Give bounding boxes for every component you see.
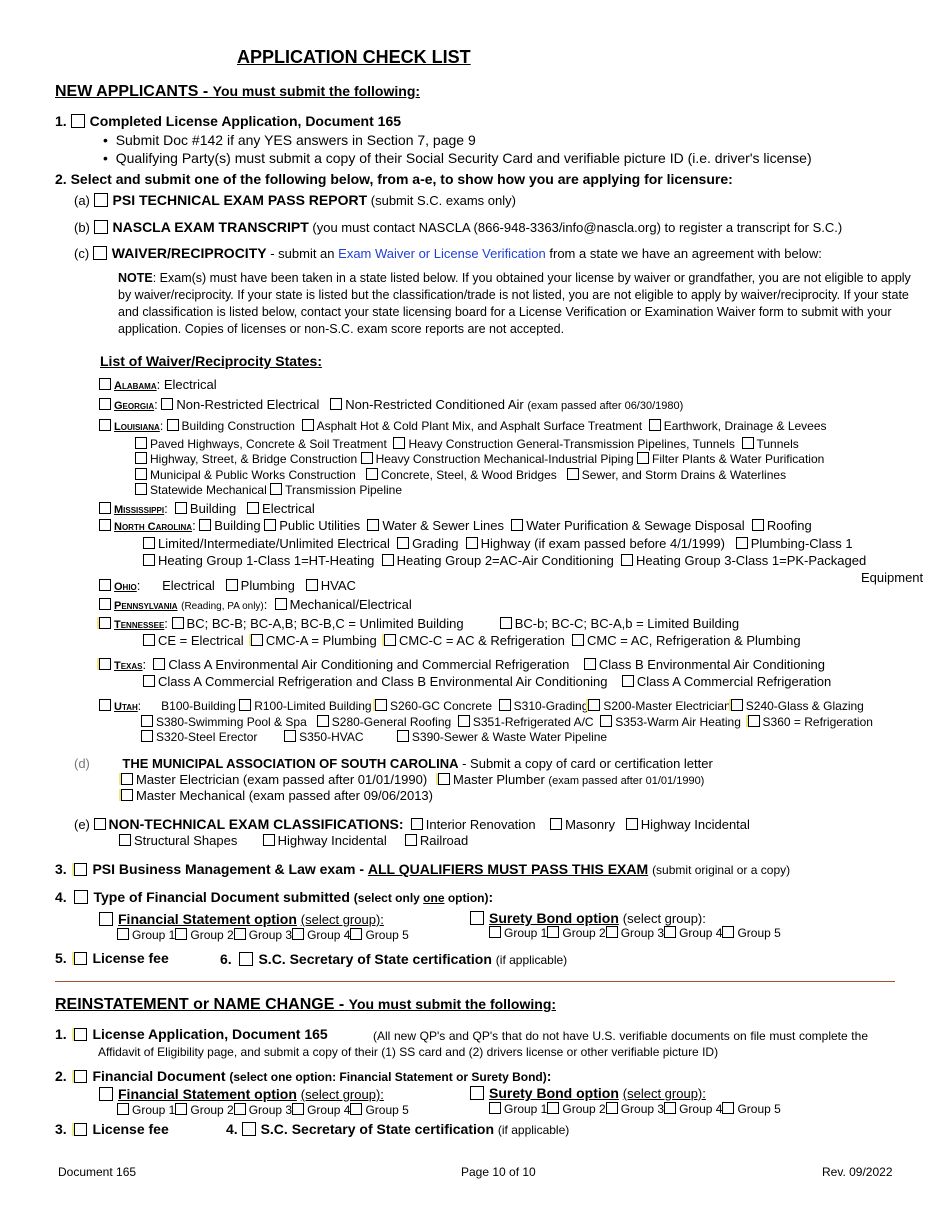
checkbox[interactable] <box>74 890 88 904</box>
checkbox[interactable] <box>752 519 764 531</box>
checkbox[interactable] <box>606 1102 618 1114</box>
item-4: 4. Type of Financial Document submitted (select only one option): <box>55 889 494 905</box>
checkbox[interactable] <box>499 699 511 711</box>
item-1: 1. Completed License Application, Document 165 <box>55 113 402 129</box>
checkbox[interactable] <box>411 818 423 830</box>
checkbox[interactable] <box>375 699 387 711</box>
checkbox[interactable] <box>664 926 676 938</box>
checkbox[interactable] <box>736 537 748 549</box>
checkbox[interactable] <box>567 468 579 480</box>
checkbox[interactable] <box>99 502 111 514</box>
footer-document: Document 165 <box>58 1165 137 1179</box>
rein-financial-statement-option: Financial Statement option (select group): <box>99 1086 384 1103</box>
checkbox[interactable] <box>99 378 111 390</box>
state-north-carolina: North Carolina: Building Public Utilities Water & Sewer Lines Water Purification & Sewage Disposal Roofing <box>99 519 812 534</box>
item-1-bullet-1: • Submit Doc #142 if any YES answers in Section 7, page 9 <box>103 132 476 148</box>
checkbox[interactable] <box>270 483 282 495</box>
checkbox[interactable] <box>143 675 155 687</box>
rein-financial-groups: Group 1 Group 2 Group 3 Group 4 Group 5 <box>117 1103 409 1118</box>
surety-groups: Group 1 Group 2 Group 3 Group 4 Group 5 <box>489 926 781 941</box>
checkbox[interactable] <box>748 715 760 727</box>
checkbox[interactable] <box>742 437 754 449</box>
checkbox[interactable] <box>121 773 133 785</box>
checkbox[interactable] <box>99 658 111 670</box>
checkbox[interactable] <box>317 715 329 727</box>
waiver-link[interactable]: Exam Waiver or License Verification <box>338 246 546 261</box>
checkbox[interactable] <box>99 419 111 431</box>
rein-surety-bond-option: Surety Bond option (select group): <box>470 1085 706 1102</box>
checkbox[interactable] <box>99 398 111 410</box>
checkbox[interactable] <box>263 834 275 846</box>
checkbox[interactable] <box>292 1103 304 1115</box>
rein-item-1-note: (All new QP's and QP's that do not have U.S. verifiable documents on file must complete the Affidavit of Eligibility page, and submit a copy of their (1) SS card and (2) drivers license or other verifiable picture ID) <box>98 1029 868 1059</box>
checkbox[interactable] <box>600 715 612 727</box>
checkbox[interactable] <box>94 818 106 830</box>
checkbox[interactable] <box>117 928 129 940</box>
checkbox[interactable] <box>330 398 342 410</box>
option-c-checkbox[interactable] <box>93 246 107 260</box>
checkbox[interactable] <box>99 598 111 610</box>
checkbox[interactable] <box>302 419 314 431</box>
checkbox[interactable] <box>470 911 484 925</box>
option-a: (a) PSI TECHNICAL EXAM PASS REPORT (submit S.C. exams only) <box>74 192 516 208</box>
checkbox[interactable] <box>199 519 211 531</box>
footer-revision: Rev. 09/2022 <box>822 1165 893 1179</box>
checkbox[interactable] <box>588 699 600 711</box>
footer-page: Page 10 of 10 <box>461 1165 536 1179</box>
checkbox[interactable] <box>731 699 743 711</box>
checkbox[interactable] <box>99 1087 113 1101</box>
checkbox[interactable] <box>153 658 165 670</box>
checkbox[interactable] <box>99 519 111 531</box>
checkbox[interactable] <box>135 437 147 449</box>
checkbox[interactable] <box>264 519 276 531</box>
checkbox[interactable] <box>143 554 155 566</box>
rein-item-1: 1. License Application, Document 165 <box>55 1026 328 1042</box>
checkbox[interactable] <box>584 658 596 670</box>
checkbox[interactable] <box>143 537 155 549</box>
checkbox[interactable] <box>489 926 501 938</box>
checkbox[interactable] <box>172 617 184 629</box>
checkbox[interactable] <box>234 1103 246 1115</box>
checkbox[interactable] <box>117 1103 129 1115</box>
checkbox[interactable] <box>141 730 153 742</box>
checkbox[interactable] <box>119 834 131 846</box>
checkbox[interactable] <box>175 502 187 514</box>
checkbox[interactable] <box>722 926 734 938</box>
rein-surety-groups: Group 1 Group 2 Group 3 Group 4 Group 5 <box>489 1102 781 1117</box>
checkbox[interactable] <box>384 634 396 646</box>
checkbox[interactable] <box>606 926 618 938</box>
checkbox[interactable] <box>175 928 187 940</box>
checkbox[interactable] <box>405 834 417 846</box>
option-c: (c) WAIVER/RECIPROCITY - submit an Exam Waiver or License Verification from a state we have an agreement with below: <box>74 245 822 261</box>
state-louisiana: Louisiana: Building Construction Asphalt Hot & Cold Plant Mix, and Asphalt Surface Treatment Earthwork, Drainage & Levees <box>99 419 827 434</box>
rein-item-3: 3. License fee <box>55 1121 169 1137</box>
checkbox[interactable] <box>284 730 296 742</box>
checkbox[interactable] <box>239 952 253 966</box>
checkbox[interactable] <box>161 398 173 410</box>
checkbox[interactable] <box>135 468 147 480</box>
checkbox[interactable] <box>458 715 470 727</box>
option-d: (d) THE MUNICIPAL ASSOCIATION OF SOUTH CAROLINA - Submit a copy of card or certification letter <box>74 756 713 771</box>
financial-statement-option: Financial Statement option (select group): <box>99 911 384 928</box>
checkbox[interactable] <box>622 675 634 687</box>
state-mississippi: Mississippi: Building Electrical <box>99 502 315 517</box>
checkbox[interactable] <box>382 554 394 566</box>
states-heading: List of Waiver/Reciprocity States: <box>100 353 322 369</box>
state-utah: Utah: B100-Building R100-Limited Building S260-GC Concrete S310-Grading S200-Master Electrician S240-Glass & Glazing <box>99 699 864 714</box>
checkbox[interactable] <box>275 598 287 610</box>
checkbox[interactable] <box>135 483 147 495</box>
checkbox[interactable] <box>489 1102 501 1114</box>
item-6: 6. S.C. Secretary of State certification (if applicable) <box>220 951 568 967</box>
checkbox[interactable] <box>637 452 649 464</box>
item-3: 3. PSI Business Management & Law exam - ALL QUALIFIERS MUST PASS THIS EXAM (submit original or a copy) <box>55 861 791 877</box>
checkbox[interactable] <box>664 1102 676 1114</box>
checkbox[interactable] <box>361 452 373 464</box>
checkbox[interactable] <box>74 1070 87 1083</box>
checkbox[interactable] <box>234 928 246 940</box>
state-pennsylvania: Pennsylvania (Reading, PA only): Mechanical/Electrical <box>99 598 412 613</box>
checkbox[interactable] <box>292 928 304 940</box>
checkbox[interactable] <box>397 730 409 742</box>
checkbox[interactable] <box>366 468 378 480</box>
checkbox[interactable] <box>135 452 147 464</box>
checkbox[interactable] <box>306 579 318 591</box>
checkbox[interactable] <box>74 952 87 965</box>
checkbox[interactable] <box>350 1103 362 1115</box>
checkbox[interactable] <box>175 1103 187 1115</box>
item-2: 2. Select and submit one of the following below, from a-e, to show how you are applying for licensure: <box>55 171 733 187</box>
checkbox[interactable] <box>466 537 478 549</box>
rein-item-2: 2. Financial Document (select one option: Financial Statement or Surety Bond): <box>55 1068 552 1084</box>
checkbox[interactable] <box>99 699 111 711</box>
checkbox[interactable] <box>547 926 559 938</box>
checkbox[interactable] <box>722 1102 734 1114</box>
page-title: APPLICATION CHECK LIST <box>237 47 471 67</box>
option-a-checkbox[interactable] <box>94 193 108 207</box>
checkbox[interactable] <box>167 419 179 431</box>
note-paragraph: NOTE: Exam(s) must have been taken in a state listed below. If you obtained your license by waiver or grandfather, you are not eligible to apply by waiver/reciprocity. If your state is listed but the classification/trade is not listed, you are not eligible to apply by waiver/reciprocity. If your state and classification is listed below, contact your state licensing board for a License Verification or Examination Waiver form to submit with your application. Copies of licenses or non-S.C. exam score reports are not accepted. <box>118 271 911 336</box>
item-1-bullet-2: • Qualifying Party(s) must submit a copy of their Social Security Card and verifiable picture ID (i.e. driver's license) <box>103 150 812 166</box>
option-b: (b) NASCLA EXAM TRANSCRIPT (you must contact NASCLA (866-948-3363/info@nascla.org) to register a transcript for S.C.) <box>74 219 843 235</box>
checkbox[interactable] <box>99 579 111 591</box>
checkbox[interactable] <box>74 1123 87 1136</box>
state-tennessee: Tennessee: BC; BC-B; BC-A,B; BC-B,C = Unlimited Building BC-b; BC-C; BC-A,b = Limited Building <box>99 617 739 632</box>
checkbox[interactable] <box>438 773 450 785</box>
checkbox[interactable] <box>141 715 153 727</box>
checkbox[interactable] <box>99 617 111 629</box>
rein-item-4: 4. S.C. Secretary of State certification (if applicable) <box>226 1121 570 1137</box>
option-e: (e) NON-TECHNICAL EXAM CLASSIFICATIONS: Interior Renovation Masonry Highway Incidental <box>74 816 750 832</box>
checkbox[interactable] <box>621 554 633 566</box>
checkbox[interactable] <box>247 502 259 514</box>
option-b-checkbox[interactable] <box>94 220 108 234</box>
item-1-checkbox[interactable] <box>71 114 85 128</box>
state-ohio: Ohio: Electrical Plumbing HVAC <box>99 579 356 594</box>
checkbox[interactable] <box>239 699 251 711</box>
section-divider <box>55 981 895 982</box>
checkbox[interactable] <box>367 519 379 531</box>
checkbox[interactable] <box>350 928 362 940</box>
checkbox[interactable] <box>121 789 133 801</box>
checkbox[interactable] <box>500 617 512 629</box>
checkbox[interactable] <box>143 634 155 646</box>
checkbox[interactable] <box>393 437 405 449</box>
checkbox[interactable] <box>242 1122 256 1136</box>
checkbox[interactable] <box>397 537 409 549</box>
surety-bond-option: Surety Bond option (select group): <box>470 910 706 927</box>
checkbox[interactable] <box>649 419 661 431</box>
checkbox[interactable] <box>572 634 584 646</box>
checkbox[interactable] <box>626 818 638 830</box>
checkbox[interactable] <box>511 519 523 531</box>
checkbox[interactable] <box>547 1102 559 1114</box>
state-texas: Texas: Class A Environmental Air Conditioning and Commercial Refrigeration Class B Environmental Air Conditioning <box>99 658 825 673</box>
reinstatement-heading: REINSTATEMENT or NAME CHANGE - You must submit the following: <box>55 996 557 1013</box>
checkbox[interactable] <box>550 818 562 830</box>
checkbox[interactable] <box>74 1028 87 1041</box>
checkbox[interactable] <box>470 1086 484 1100</box>
checkbox[interactable] <box>251 634 263 646</box>
checkbox[interactable] <box>226 579 238 591</box>
state-alabama: Alabama: Electrical <box>99 378 217 393</box>
item-5: 5. License fee <box>55 950 169 966</box>
checkbox[interactable] <box>74 863 87 876</box>
state-georgia: Georgia: Non-Restricted Electrical Non-Restricted Conditioned Air (exam passed after 06/30/1980) <box>99 398 683 413</box>
financial-groups: Group 1 Group 2 Group 3 Group 4 Group 5 <box>117 928 409 943</box>
checkbox[interactable] <box>99 912 113 926</box>
new-applicants-heading: NEW APPLICANTS - You must submit the following: <box>55 83 421 100</box>
